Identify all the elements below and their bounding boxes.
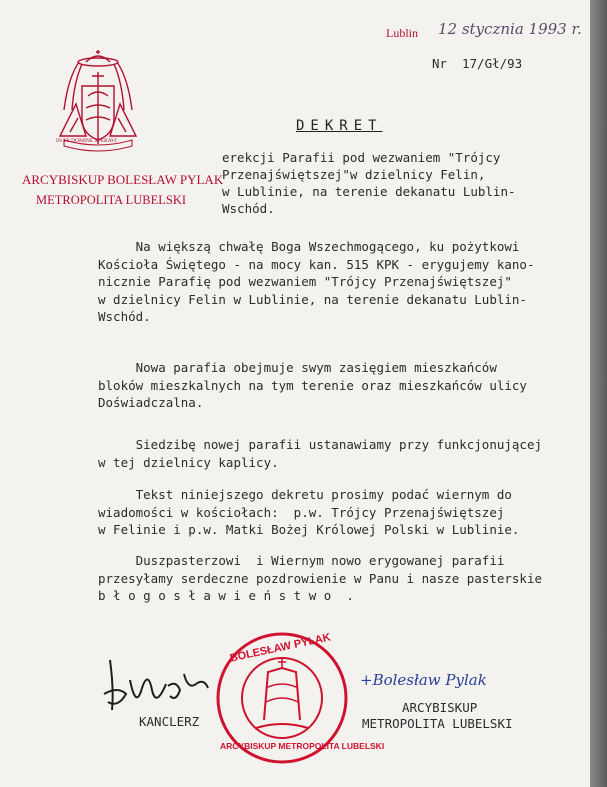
chancellor-signature: [96, 650, 216, 720]
coat-of-arms-icon: [48, 48, 148, 163]
subject-line: erekcji Parafii pod wezwaniem "Trójcy: [222, 150, 501, 165]
crest-motto: IN TE DOMINE SPERAVI: [56, 138, 117, 144]
stamp-text-top: BOLESŁAW PYLAK: [228, 631, 332, 665]
page-edge-shadow: [590, 0, 607, 787]
number-value: 17/Gł/93: [462, 56, 523, 71]
archbishop-subtitle: METROPOLITA LUBELSKI: [362, 716, 513, 731]
body-paragraph: Tekst niniejszego dekretu prosimy podać wiernym do wiadomości w kościołach: p.w. Trójcy Przenajświętszej w Felinie i p.w. Matki Bożej Królowej Polski w Lublinie.: [98, 487, 520, 537]
stamp-text-bottom: ARCYBISKUP METROPOLITA LUBELSKI: [220, 741, 385, 751]
subject-line: Przenajświętszej"w dzielnicy Felin,: [222, 167, 486, 182]
body-paragraph: Duszpasterzowi i Wiernym nowo erygowanej parafii przesyłamy serdeczne pozdrowienie w Panu i nasze pasterskie b ł o g o s ł a w i e ń s t w o .: [98, 553, 543, 603]
letterhead-title: METROPOLITA LUBELSKI: [36, 193, 187, 207]
place-label: Lublin: [386, 26, 418, 40]
archbishop-signature: +Bolesław Pylak: [360, 671, 487, 689]
subject-line: w Lublinie, na terenie dekanatu Lublin-: [222, 184, 516, 199]
date-value: 12 stycznia 1993 r.: [438, 20, 582, 38]
document-title: DEKRET: [296, 118, 383, 134]
body-paragraph: Na większą chwałę Boga Wszechmogącego, ku pożytkowi Kościoła Świętego - na mocy kan. 515 KPK - erygujemy kano- nicznie Parafię pod wezwaniem "Trójcy Przenajświętszej" w dzielnicy Felin w Lublinie, na terenie dekanatu Lublin- Wschód.: [98, 239, 535, 324]
body-paragraph: Siedzibę nowej parafii ustanawiamy przy funkcjonującej w tej dzielnicy kaplicy.: [98, 437, 543, 470]
letterhead-name: ARCYBISKUP BOLESŁAW PYLAK: [22, 172, 224, 187]
chancellor-label: KANCLERZ: [139, 714, 200, 729]
body-paragraph: Nowa parafia obejmuje swym zasięgiem mieszkańców bloków mieszkalnych na tym terenie oraz mieszkańców ulicy Doświadczalna.: [98, 360, 527, 410]
archbishop-title: ARCYBISKUP: [402, 700, 478, 715]
subject-line: Wschód.: [222, 201, 275, 216]
number-label: Nr: [432, 56, 448, 71]
